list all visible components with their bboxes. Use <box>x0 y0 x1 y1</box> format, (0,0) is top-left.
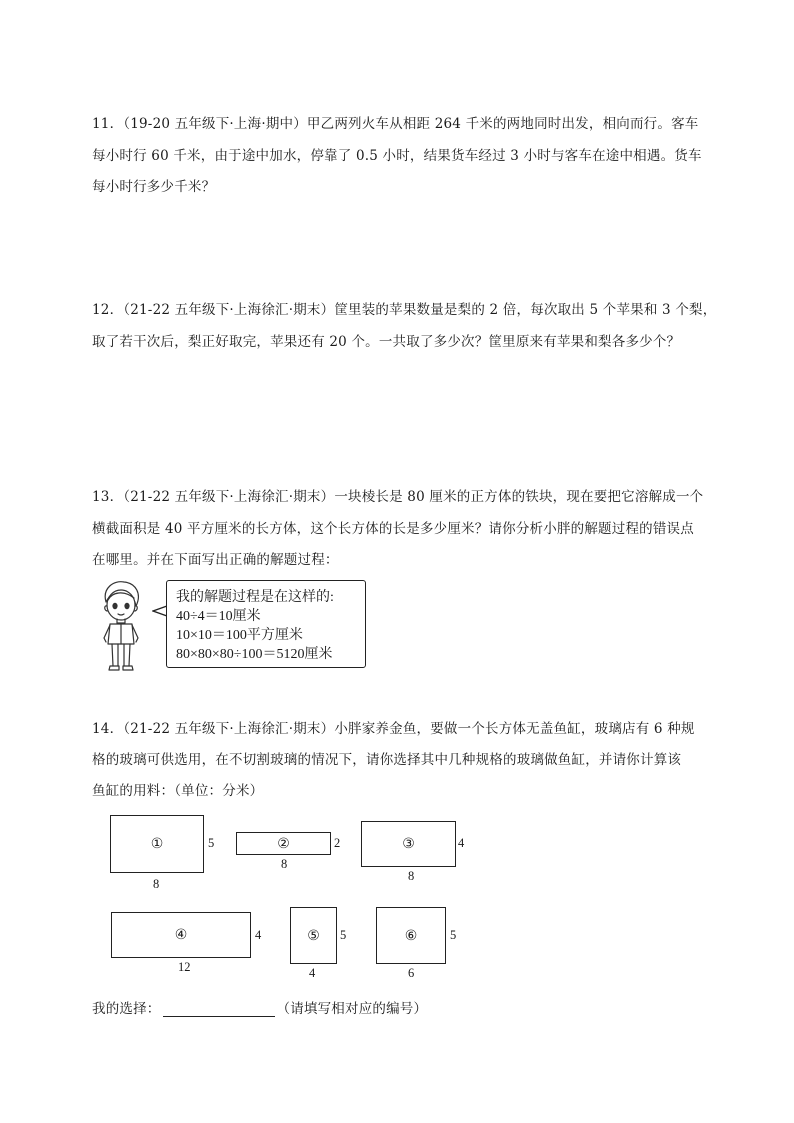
glass-piece-5 <box>290 907 337 964</box>
glass-width: 6 <box>408 966 415 980</box>
glass-width: 4 <box>309 966 316 980</box>
question-text-line: 每小时行多少千米？ <box>92 179 216 195</box>
glass-height: 2 <box>334 836 341 850</box>
glass-height: 5 <box>450 928 457 942</box>
boy-illustration <box>94 578 148 674</box>
bubble-line: 80×80×80÷100＝5120厘米 <box>176 647 333 662</box>
question-text-line: 横截面积是 40 平方厘米的长方体，这个长方体的长是多少厘米？请你分析小胖的解题过程的错误点 <box>92 521 694 537</box>
bubble-line: 我的解题过程是在这样的: <box>176 590 334 605</box>
choice-prefix: 我的选择： <box>92 1001 161 1017</box>
glass-piece-2 <box>236 832 331 855</box>
glass-height: 4 <box>458 836 465 850</box>
glass-height: 5 <box>208 836 215 850</box>
question-text-line: 在哪里。并在下面写出正确的解题过程： <box>92 552 339 568</box>
question-text-line: 每小时行 60 千米，由于途中加水，停靠了 0.5 小时，结果货车经过 3 小时与客车在途中相遇。货车 <box>92 148 702 164</box>
glass-piece-6 <box>376 907 446 964</box>
glass-width: 8 <box>281 857 288 871</box>
choice-line <box>92 997 427 1017</box>
question-text-line: 11．（19-20 五年级下·上海·期中）甲乙两列火车从相距 264 千米的两地同时出发，相向而行。客车 <box>92 116 699 132</box>
glass-label: ① <box>150 836 164 852</box>
bubble-line: 40÷4＝10厘米 <box>176 609 261 624</box>
question-text-line: 取了若干次后，梨正好取完，苹果还有 20 个。一共取了多少次？筐里原来有苹果和梨各多少个？ <box>92 334 681 350</box>
question-text-line: 13．（21-22 五年级下·上海徐汇·期末）一块棱长是 80 厘米的正方体的铁块，现在要把它溶解成一个 <box>92 489 704 505</box>
glass-piece-1 <box>110 815 204 873</box>
bubble-line: 10×10＝100平方厘米 <box>176 628 303 643</box>
question-text-line: 鱼缸的用料：（单位：分米） <box>92 783 264 799</box>
glass-height: 4 <box>255 928 262 942</box>
glass-piece-3 <box>361 821 456 867</box>
glass-width: 12 <box>178 960 191 974</box>
question-text-line: 14．（21-22 五年级下·上海徐汇·期末）小胖家养金鱼，要做一个长方体无盖鱼缸，玻璃店有 6 种规 <box>92 721 695 737</box>
question-text-line: 格的玻璃可供选用，在不切割玻璃的情况下，请你选择其中几种规格的玻璃做鱼缸，并请你计算该 <box>92 752 682 768</box>
glass-label: ② <box>277 835 290 852</box>
speech-bubble <box>166 580 366 668</box>
glass-width: 8 <box>153 877 160 891</box>
glass-label: ③ <box>402 836 415 852</box>
glass-label: ④ <box>174 927 188 943</box>
glass-width: 8 <box>408 869 415 883</box>
glass-label: ⑤ <box>307 927 320 944</box>
choice-suffix: （请填写相对应的编号） <box>276 1001 428 1017</box>
question-text-line: 12．（21-22 五年级下·上海徐汇·期末）筐里装的苹果数量是梨的 2 倍，每次取出 5 个苹果和 3 个梨， <box>92 302 717 318</box>
glass-height: 5 <box>340 928 347 942</box>
choice-answer-blank[interactable] <box>163 1002 275 1017</box>
glass-piece-4 <box>111 912 251 958</box>
glass-label: ⑥ <box>404 927 418 944</box>
